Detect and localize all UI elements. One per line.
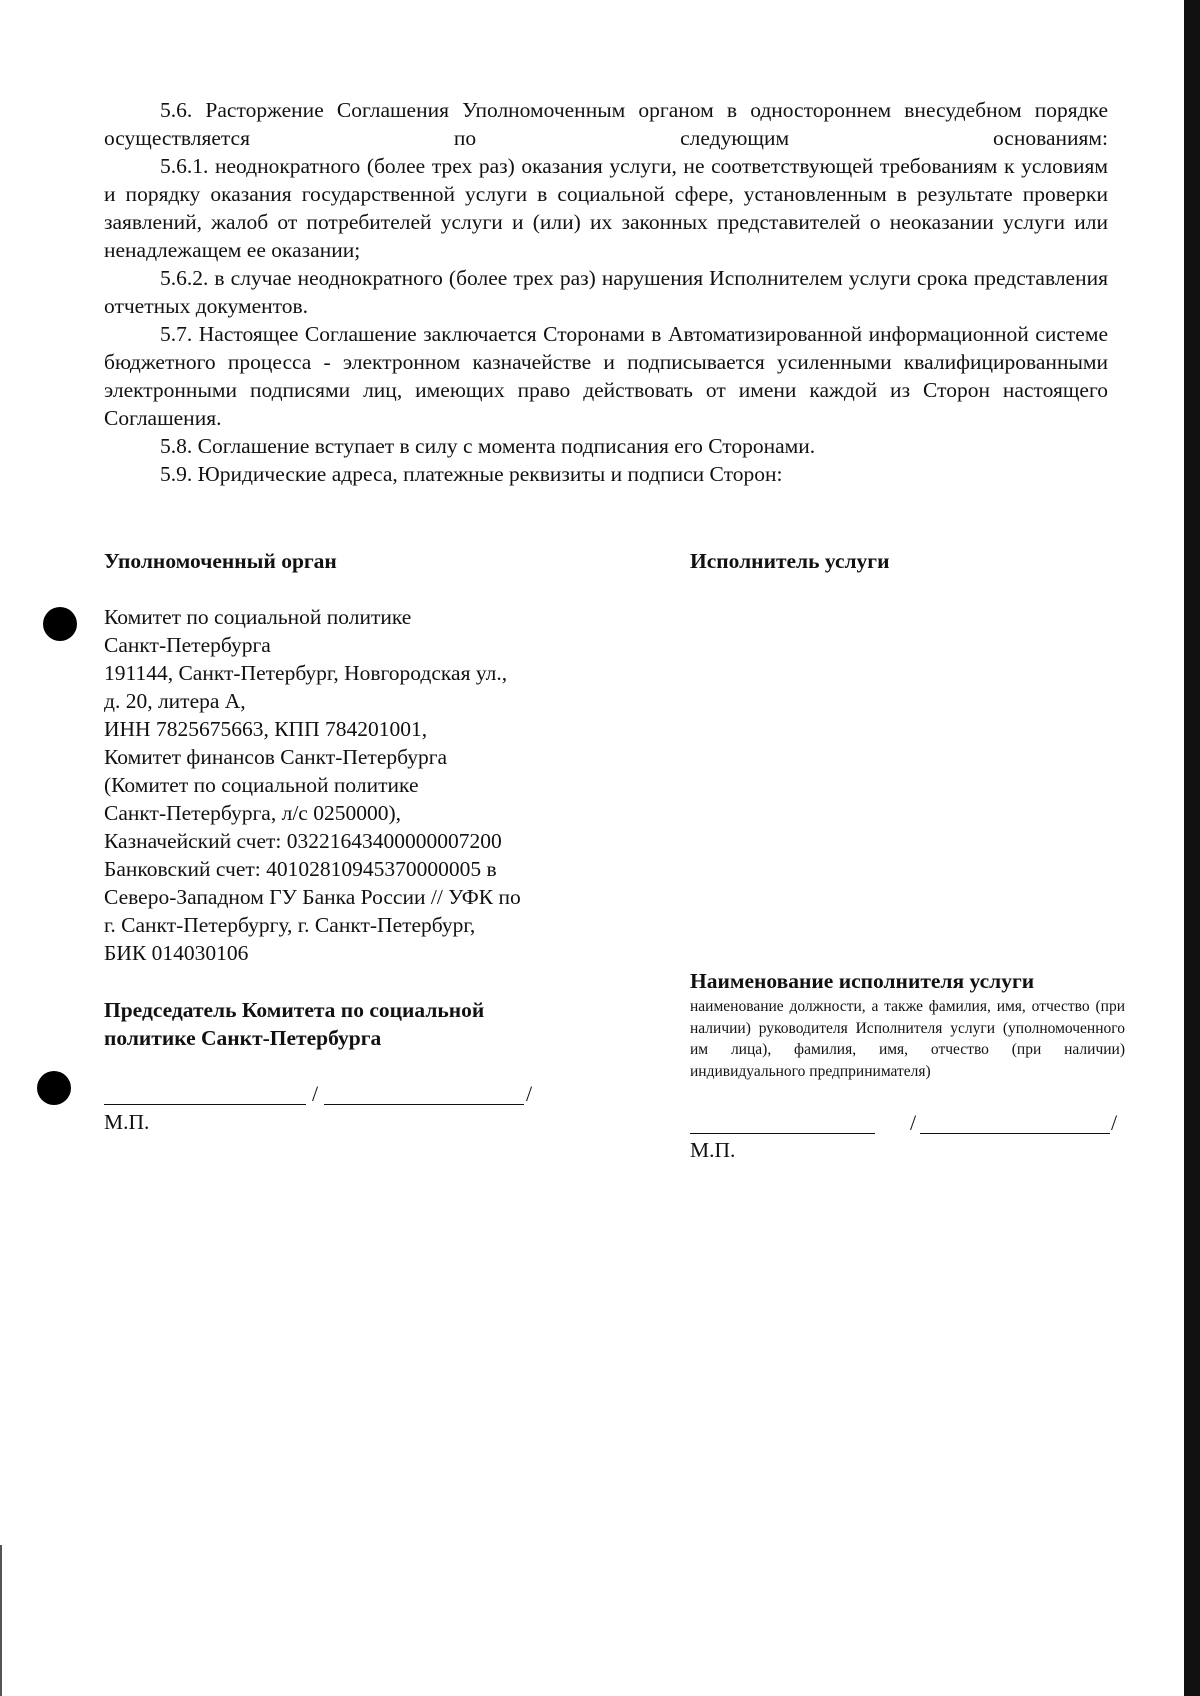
executor-heading: Исполнитель услуги [690, 549, 890, 573]
signature-name-line [920, 1133, 1110, 1134]
requisites-line: (Комитет по социальной политике [104, 773, 419, 797]
punch-hole-mark [37, 1071, 71, 1105]
punch-hole-mark [43, 607, 77, 641]
authority-requisites [104, 603, 624, 967]
signature-slash: / [312, 1081, 319, 1106]
signature-slash: / [910, 1110, 917, 1135]
agreement-clauses [104, 96, 1108, 488]
authority-signatory-title: Председатель Комитета по социальной политике Санкт-Петербурга [104, 998, 485, 1050]
clause-5-6: 5.6. Расторжение Соглашения Уполномоченным органом в одностороннем внесудебном порядке осуществляется по следующим основаниям: [104, 98, 1108, 150]
requisites-line: Северо-Западном ГУ Банка России // УФК по [104, 885, 521, 909]
clause-5-8: 5.8. Соглашение вступает в силу с момента подписания его Сторонами. [160, 434, 816, 458]
requisites-line: Санкт-Петербурга [104, 633, 271, 657]
signature-name-line [324, 1104, 524, 1105]
requisites-line: д. 20, литера А, [104, 689, 246, 713]
requisites-line: ИНН 7825675663, КПП 784201001, [104, 717, 428, 741]
requisites-line: БИК 014030106 [104, 941, 249, 965]
signature-slash: / [1111, 1110, 1118, 1135]
signature-line [104, 1104, 306, 1105]
scan-page-edge [1184, 0, 1200, 1696]
requisites-line: Санкт-Петербурга, л/с 0250000), [104, 801, 402, 825]
requisites-line: г. Санкт-Петербургу, г. Санкт-Петербург, [104, 913, 476, 937]
signature-line [690, 1133, 875, 1134]
requisites-line: 191144, Санкт-Петербург, Новгородская ул., [104, 661, 508, 685]
requisites-line: Казначейский счет: 03221643400000007200 [104, 829, 502, 853]
requisites-line: Комитет по социальной политике [104, 605, 412, 629]
scan-edge-mark [0, 1545, 2, 1696]
executor-name-note: наименование должности, а также фамилия, имя, отчество (при наличии) руководителя Исполнителя услуги (уполномоченного им лица), фамилия, имя, отчество (при наличии) индивидуального предпринимателя) [690, 998, 1125, 1080]
clause-5-6-1: 5.6.1. неоднократного (более трех раз) оказания услуги, не соответствующей требованиям к условиям и порядку оказания государственной услуги в социальной сфере, установленным в результате проверки заявлений, жалоб от потребителей услуги и (или) их законных представителей о неоказании услуги или ненадлежащем ее оказании; [104, 154, 1108, 262]
clause-5-6-2: 5.6.2. в случае неоднократного (более трех раз) нарушения Исполнителем услуги срока представления отчетных документов. [104, 266, 1108, 318]
signature-slash: / [526, 1081, 533, 1106]
clause-5-7: 5.7. Настоящее Соглашение заключается Сторонами в Автоматизированной информационной системе бюджетного процесса - электронном казначействе и подписывается усиленными квалифицированными электронными подписями лиц, имеющих право действовать от имени каждой из Сторон настоящего Соглашения. [104, 322, 1108, 430]
executor-name-title: Наименование исполнителя услуги [690, 969, 1035, 993]
authority-heading: Уполномоченный орган [104, 549, 337, 573]
stamp-place-label: М.П. [690, 1138, 736, 1162]
clause-5-9: 5.9. Юридические адреса, платежные реквизиты и подписи Сторон: [160, 462, 783, 486]
requisites-line: Банковский счет: 40102810945370000005 в [104, 857, 497, 881]
stamp-place-label: М.П. [104, 1110, 150, 1134]
requisites-line: Комитет финансов Санкт-Петербурга [104, 745, 448, 769]
